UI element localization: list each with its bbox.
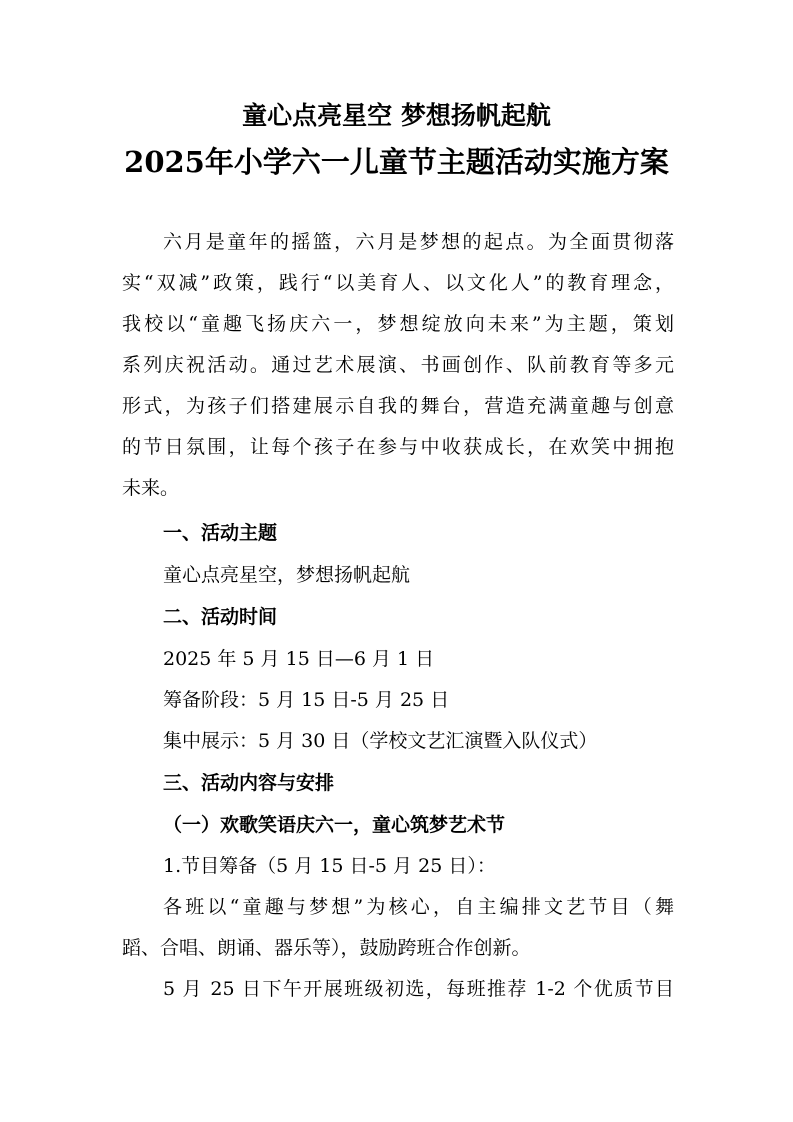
- intro-line: 形式，为孩子们搭建展示自我的舞台，营造充满童趣与创意: [122, 395, 674, 417]
- body-line: 5 月 25 日下午开展班级初选，每班推荐 1-2 个优质节目: [163, 978, 674, 1000]
- body-line: 蹈、合唱、朗诵、器乐等），鼓励跨班合作创新。: [122, 937, 531, 959]
- intro-line: 未来。: [122, 477, 180, 499]
- time-line: 2025 年 5 月 15 日—6 月 1 日: [163, 648, 435, 670]
- theme-text: 童心点亮星空，梦想扬帆起航: [163, 564, 411, 586]
- intro-line: 的节日氛围，让每个孩子在参与中收获成长，在欢笑中拥抱: [122, 436, 674, 458]
- document-title-main: 童心点亮星空 梦想扬帆起航: [242, 101, 551, 130]
- section-heading-time: 二、活动时间: [163, 606, 278, 628]
- document-title-sub: 2025年小学六一儿童节主题活动实施方案: [124, 145, 669, 179]
- intro-line: 实“双减”政策，践行“以美育人、以文化人”的教育理念，: [122, 272, 674, 294]
- section-heading-content: 三、活动内容与安排: [163, 772, 335, 794]
- intro-line: 我校以“童趣飞扬庆六一，梦想绽放向未来”为主题，策划: [122, 313, 674, 335]
- item-heading: 1.节目筹备（5 月 15 日-5 月 25 日）：: [163, 855, 496, 877]
- subsection-heading: （一）欢歌笑语庆六一，童心筑梦艺术节: [163, 814, 506, 836]
- time-line: 筹备阶段：5 月 15 日-5 月 25 日: [163, 689, 450, 711]
- body-line: 各班以“童趣与梦想”为核心，自主编排文艺节目（舞: [163, 896, 674, 918]
- intro-line: 系列庆祝活动。通过艺术展演、书画创作、队前教育等多元: [122, 354, 674, 376]
- intro-line: 六月是童年的摇篮，六月是梦想的起点。为全面贯彻落: [163, 231, 674, 253]
- time-line: 集中展示：5 月 30 日（学校文艺汇演暨入队仪式）: [163, 730, 598, 752]
- section-heading-theme: 一、活动主题: [163, 522, 278, 544]
